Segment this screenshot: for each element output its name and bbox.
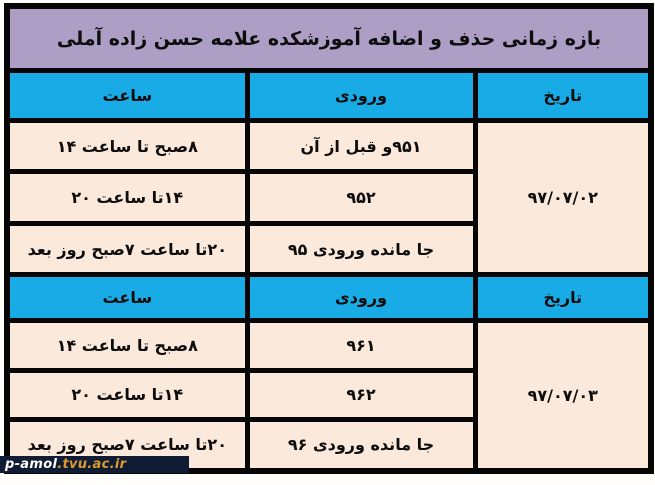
time-value: ۸صبح تا ساعت ۱۴	[7, 321, 247, 370]
table-row	[7, 71, 651, 120]
table-title: بازه زمانی حذف و اضافه آموزشکده علامه حسن زاده آملی	[7, 6, 651, 71]
time-value: ۱۴تا ساعت ۲۰	[7, 370, 247, 419]
column-header-time: ساعت	[7, 275, 247, 321]
site-watermark-suffix: .tvu.ac.ir	[57, 457, 127, 472]
intake-value: ۹۶۱	[247, 321, 475, 370]
intake-value: جا مانده ورودی ۹۶	[247, 419, 475, 471]
intake-value: ۹۶۲	[247, 370, 475, 419]
time-value: ۲۰تا ساعت ۷صبح روز بعد	[7, 419, 247, 471]
intake-value: جا مانده ورودی ۹۵	[247, 223, 475, 275]
table-row	[7, 120, 651, 172]
column-header-intake: ورودی	[247, 71, 475, 120]
site-watermark-prefix: p-amol	[5, 457, 58, 472]
intake-value: ۹۵۱و قبل از آن	[247, 120, 475, 172]
table-row	[7, 275, 651, 321]
table-row	[7, 321, 651, 370]
intake-value: ۹۵۲	[247, 172, 475, 224]
add-drop-schedule-table	[4, 3, 654, 474]
time-value: ۲۰تا ساعت ۷صبح روز بعد	[7, 223, 247, 275]
site-watermark	[0, 456, 189, 473]
time-value: ۱۴تا ساعت ۲۰	[7, 172, 247, 224]
date-value: ۹۷/۰۷/۰۳	[475, 321, 651, 471]
column-header-date: تاریخ	[475, 71, 651, 120]
column-header-time: ساعت	[7, 71, 247, 120]
column-header-date: تاریخ	[475, 275, 651, 321]
time-value: ۸صبح تا ساعت ۱۴	[7, 120, 247, 172]
column-header-intake: ورودی	[247, 275, 475, 321]
table-row	[7, 6, 651, 71]
date-value: ۹۷/۰۷/۰۲	[475, 120, 651, 275]
